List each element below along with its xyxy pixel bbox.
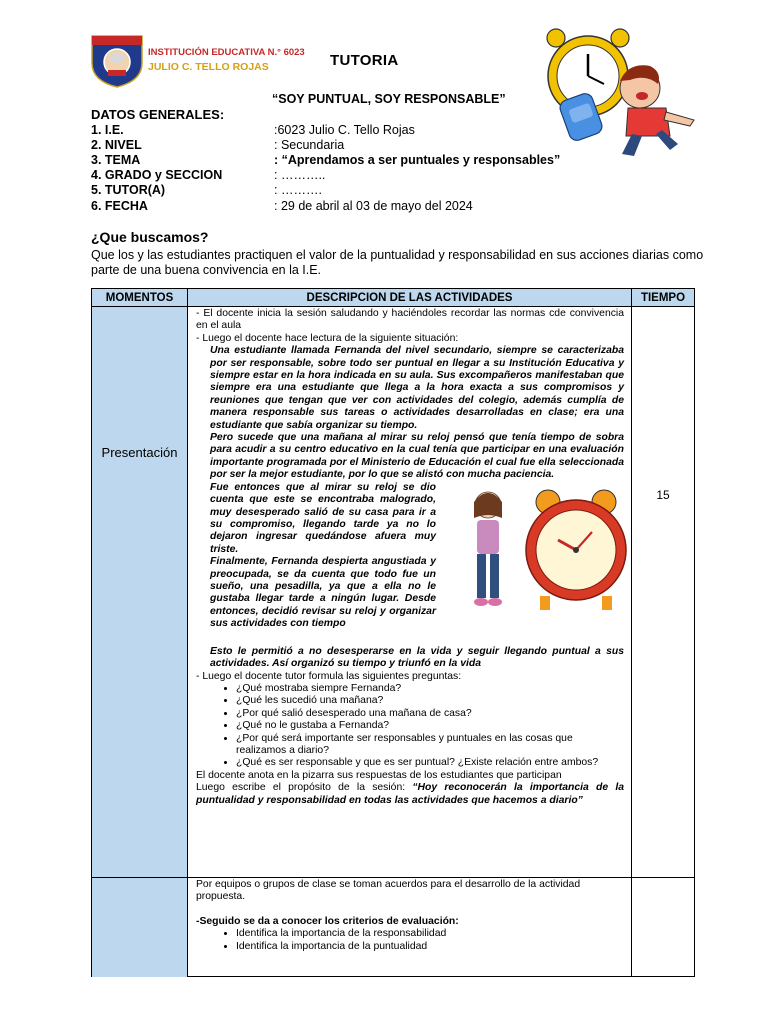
datos-key: 3. TEMA	[91, 153, 141, 167]
girl-clock-illustration	[466, 488, 626, 614]
datos-key: 6. FECHA	[91, 199, 148, 213]
criteria-item: • Identifica la importancia de la responsabilidad	[236, 928, 624, 940]
intro-reading: - Luego el docente hace lectura de la siguiente situación:	[196, 332, 459, 344]
que-buscamos-heading: ¿Que buscamos?	[91, 229, 209, 245]
datos-value: : Secundaria	[274, 138, 345, 152]
session-purpose	[196, 782, 624, 807]
criteria-heading: -Seguido se da a conocer los criterios de evaluación:	[196, 915, 459, 927]
header-descripcion: DESCRIPCION DE LAS ACTIVIDADES	[188, 289, 631, 307]
criteria-list	[196, 928, 624, 953]
datos-row-nivel	[91, 137, 611, 153]
datos-value: : 29 de abril al 03 de mayo del 2024	[274, 199, 473, 213]
story-paragraph-3: Fue entonces que al mirar su reloj se dio cuenta que este se encontraba malogrado, muy desesperado salió de su casa para ir a su compromiso, llegando tarde ya no lo dejaron ingresar quedándose afuera muy triste.	[210, 481, 436, 555]
story-paragraph-2: Pero sucede que una mañana al mirar su reloj pensó que tenía tiempo de sobra para acudir a su centro educativo en la cual tenía que participar en una evaluación importante programada por el Ministerio de Educación el cual fue ella seleccionada por ser la mejor estudiante, por lo que se alistó con mucha paciencia.	[210, 432, 624, 481]
story-paragraph-5: Esto le permitió a no desesperarse en la vida y seguir llegando puntual a sus actividades. Así organizó su tiempo y triunfó en la vida	[210, 645, 624, 670]
datos-row-fecha	[91, 198, 611, 214]
activities-table	[91, 288, 695, 977]
activity-description-2	[196, 879, 624, 953]
datos-key: 1. I.E.	[91, 123, 124, 137]
question-item: • ¿Por qué salió desesperado una mañana de casa?	[236, 708, 624, 720]
datos-row-ie	[91, 122, 611, 138]
question-item: • ¿Qué no le gustaba a Fernanda?	[236, 720, 624, 732]
questions-list	[196, 683, 624, 770]
logo-text-line2: JULIO C. TELLO ROJAS	[148, 61, 269, 73]
datos-value: :6023 Julio C. Tello Rojas	[274, 123, 415, 137]
header-momentos: MOMENTOS	[92, 289, 187, 307]
momento-label: Presentación	[101, 445, 178, 460]
question-item: • ¿Qué les sucedió una mañana?	[236, 695, 624, 707]
tiempo-value: 15	[656, 488, 670, 502]
page-title: TUTORIA	[330, 52, 399, 69]
datos-key: 5. TUTOR(A)	[91, 183, 166, 197]
row-divider	[92, 877, 694, 878]
school-logo	[90, 33, 305, 88]
story-paragraph-3-4	[196, 482, 436, 631]
criteria-item: • Identifica la importancia de la puntualidad	[236, 941, 624, 953]
story-paragraph-4: Finalmente, Fernanda despierta angustiada y preocupada, se da cuenta que todo fue un sueño, una pesadilla, ya que a ella no le gustaba llegar tarde a ningún lugar. Desde entonces, decidió revisar su reloj y organizar sus actividades con tiempo	[210, 556, 436, 630]
datos-row-tutor	[91, 182, 611, 198]
teams-agreement: Por equipos o grupos de clase se toman acuerdos para el desarrollo de la actividad propuesta.	[196, 879, 581, 903]
logo-text-line1: INSTITUCIÓN EDUCATIVA N.° 6023	[148, 47, 305, 58]
header-tiempo: TIEMPO	[632, 289, 694, 307]
question-item: • ¿Por qué será importante ser responsables y puntuales en las cosas que realizamos a diario?	[236, 733, 624, 758]
session-purpose-text: “Hoy reconocerán la importancia de la puntualidad y responsabilidad en todas las actividades que hacemos a diario”	[196, 782, 624, 806]
question-item: • ¿Qué es ser responsable y que es ser puntual? ¿Existe relación entre ambos?	[236, 757, 624, 769]
activity-description	[196, 308, 624, 807]
session-purpose-label: Luego escribe el propósito de la sesión:	[196, 782, 413, 794]
questions-intro: - Luego el docente tutor formula las siguientes preguntas:	[196, 670, 462, 682]
story-paragraph-1: Una estudiante llamada Fernanda del nivel secundario, siempre se caracterizaba por ser responsable, sobre todo ser puntual en llegar a su Institución Educativa y siempre estar en la hora indicada en su aula. Sus excompañeros manifestaban que siempre era una estudiante que llega a la hora exacta a sus compromisos y reuniones que tengan que ver con actividades del colegio, además cumplía de manera responsable sus tareas o actividades desarrolladas en clase; era una estudiante que sabía organizar su tiempo.	[210, 345, 624, 431]
momento-cell-presentacion	[92, 307, 187, 877]
que-buscamos-text: Que los y las estudiantes practiquen el valor de la puntualidad y responsabilidad en sus acciones diarias como parte de una buena convivencia en la I.E.	[91, 248, 704, 277]
datos-row-grado	[91, 167, 611, 183]
datos-value: : ………..	[274, 168, 326, 182]
column-divider	[631, 289, 632, 976]
page-subtitle: “SOY PUNTUAL, SOY RESPONSABLE”	[272, 92, 506, 106]
datos-value: : “Aprendamos a ser puntuales y responsables”	[274, 153, 561, 167]
datos-key: 4. GRADO y SECCION	[91, 168, 223, 182]
datos-value: : ……….	[274, 183, 322, 197]
datos-generales-heading: DATOS GENERALES:	[91, 107, 225, 122]
closing-note: El docente anota en la pizarra sus respuestas de los estudiantes que participan	[196, 769, 562, 781]
intro-greeting: - El docente inicia la sesión saludando y haciéndoles recordar las normas cde convivencia en el aula	[196, 308, 624, 332]
column-divider	[187, 289, 188, 976]
datos-row-tema	[91, 152, 611, 168]
momento-cell-empty	[92, 878, 187, 977]
datos-key: 2. NIVEL	[91, 138, 142, 152]
question-item: • ¿Qué mostraba siempre Fernanda?	[236, 683, 624, 695]
